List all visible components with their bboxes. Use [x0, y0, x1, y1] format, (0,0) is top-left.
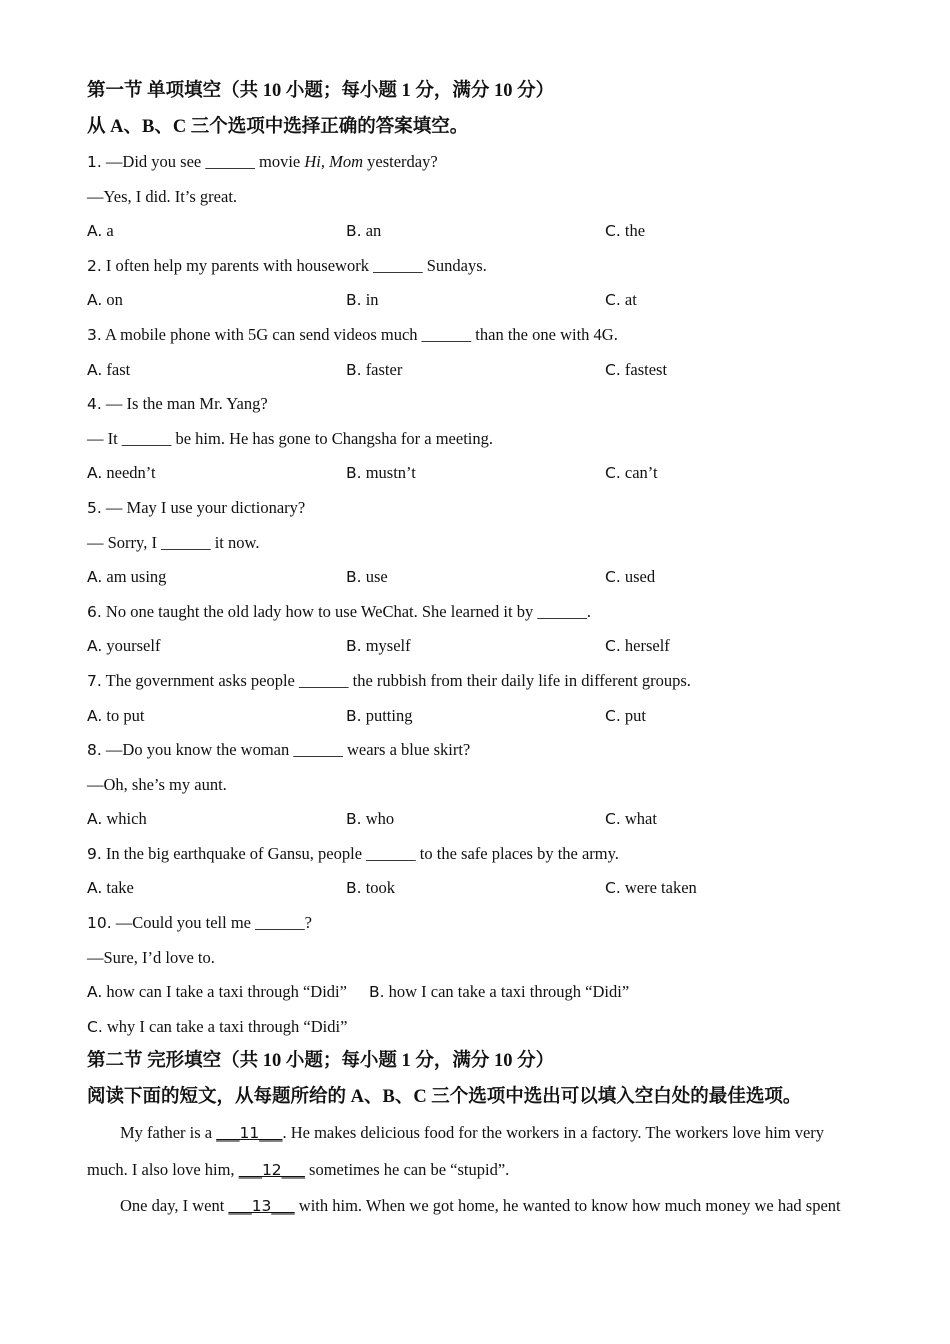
option-text: the: [624, 221, 646, 241]
option-a[interactable]: [87, 214, 346, 249]
option-text: at: [624, 290, 637, 310]
option-text: putting: [365, 705, 413, 725]
option-c[interactable]: [605, 353, 864, 388]
stem-text: —Did you see ______ movie: [105, 152, 305, 171]
option-label: B.: [346, 222, 362, 241]
option-c[interactable]: [605, 629, 864, 664]
passage-line-2: [87, 1152, 867, 1189]
question-4-reply: — It ______ be him. He has gone to Changsha for a meeting.: [87, 428, 493, 448]
question-number: 4.: [87, 395, 102, 414]
option-label: B.: [346, 464, 362, 483]
option-label: C.: [87, 1017, 103, 1036]
option-label: B.: [368, 983, 385, 1002]
option-text: how can I take a taxi through “Didi”: [106, 982, 347, 1002]
option-label: B.: [346, 360, 362, 379]
blank-12[interactable]: ___12___: [238, 1160, 305, 1179]
question-number: 8.: [87, 741, 102, 760]
option-text: what: [624, 809, 657, 829]
exam-page: [87, 74, 867, 1225]
question-4-options: [87, 456, 867, 491]
option-text: why I can take a taxi through “Didi”: [106, 1016, 348, 1036]
option-b[interactable]: [346, 871, 605, 906]
option-text: on: [106, 290, 123, 310]
passage-text: sometimes he can be “stupid”.: [304, 1159, 510, 1179]
question-number: 3.: [87, 325, 102, 344]
blank-11[interactable]: ___11___: [216, 1124, 283, 1143]
question-10-options-c: [87, 1010, 867, 1045]
movie-title: Hi, Mom: [304, 152, 364, 171]
question-number: 9.: [87, 844, 102, 863]
option-text: who: [365, 809, 395, 829]
option-text: myself: [365, 636, 411, 656]
question-5-options: [87, 560, 867, 595]
option-b[interactable]: [369, 975, 629, 1010]
option-text: put: [624, 705, 646, 725]
question-3-options: [87, 353, 867, 388]
option-label: A.: [87, 464, 103, 483]
option-text: mustn’t: [365, 463, 416, 483]
option-text: which: [106, 809, 147, 829]
option-text: fast: [106, 359, 131, 379]
option-label: B.: [346, 706, 362, 725]
question-4-stem: [87, 387, 867, 422]
option-a[interactable]: [87, 283, 346, 318]
option-b[interactable]: [346, 214, 605, 249]
option-label: C.: [605, 568, 621, 587]
option-a[interactable]: [87, 802, 346, 837]
option-label: B.: [346, 637, 362, 656]
option-text: needn’t: [106, 463, 156, 483]
option-label: A.: [87, 810, 103, 829]
question-10-stem: [87, 906, 867, 941]
option-label: A.: [87, 291, 103, 310]
section1-title: 第一节 单项填空（共 10 小题；每小题 1 分，满分 10 分）: [87, 81, 555, 101]
option-label: B.: [346, 879, 362, 898]
option-a[interactable]: [87, 975, 347, 1010]
stem-text: — May I use your dictionary?: [105, 497, 306, 517]
question-6-stem: [87, 595, 867, 630]
option-a[interactable]: [87, 353, 346, 388]
option-c[interactable]: [605, 871, 864, 906]
question-2-stem: [87, 249, 867, 284]
option-label: C.: [605, 706, 621, 725]
question-2-options: [87, 283, 867, 318]
stem-text: I often help my parents with housework ______ Sundays.: [105, 255, 487, 275]
passage-text: much. I also love him,: [87, 1159, 239, 1179]
option-c[interactable]: [605, 560, 864, 595]
option-a[interactable]: [87, 699, 346, 734]
question-6-options: [87, 629, 867, 664]
option-b[interactable]: [346, 353, 605, 388]
passage-line-1: [87, 1115, 867, 1152]
question-7-options: [87, 699, 867, 734]
option-text: can’t: [624, 463, 658, 483]
option-text: how I can take a taxi through “Didi”: [388, 982, 630, 1002]
question-number: 7.: [87, 671, 102, 690]
option-label: C.: [605, 464, 621, 483]
stem-text: A mobile phone with 5G can send videos much ______ than the one with 4G.: [105, 324, 618, 344]
option-b[interactable]: [346, 283, 605, 318]
option-label: A.: [87, 568, 103, 587]
option-label: C.: [605, 222, 621, 241]
option-c[interactable]: [605, 283, 864, 318]
passage-text: My father is a: [120, 1123, 217, 1143]
question-number: 10.: [87, 914, 112, 933]
question-5-stem: [87, 491, 867, 526]
option-label: A.: [87, 637, 103, 656]
option-label: C.: [605, 637, 621, 656]
option-label: A.: [87, 360, 103, 379]
option-label: C.: [605, 879, 621, 898]
option-b[interactable]: [346, 456, 605, 491]
option-b[interactable]: [346, 560, 605, 595]
stem-text: yesterday?: [363, 152, 438, 171]
question-number: 2.: [87, 256, 102, 275]
option-c[interactable]: [605, 802, 864, 837]
option-label: A.: [87, 706, 103, 725]
option-text: were taken: [624, 878, 697, 898]
option-b[interactable]: [346, 802, 605, 837]
question-8-reply: —Oh, she’s my aunt.: [87, 774, 227, 794]
option-text: faster: [365, 359, 403, 379]
option-text: use: [365, 567, 388, 587]
question-5-reply: — Sorry, I ______ it now.: [87, 532, 260, 552]
stem-text: — Is the man Mr. Yang?: [105, 394, 268, 414]
question-1-stem: [87, 145, 867, 180]
question-9-options: [87, 871, 867, 906]
option-label: A.: [87, 983, 103, 1002]
option-c[interactable]: [87, 1017, 347, 1036]
question-9-stem: [87, 837, 867, 872]
option-text: in: [365, 290, 379, 310]
option-c[interactable]: [605, 699, 864, 734]
option-label: C.: [605, 360, 621, 379]
option-label: B.: [346, 810, 362, 829]
question-number: 5.: [87, 498, 102, 517]
option-text: herself: [624, 636, 670, 656]
option-label: C.: [605, 291, 621, 310]
option-text: am using: [106, 567, 167, 587]
option-text: fastest: [624, 359, 668, 379]
question-number: 6.: [87, 602, 102, 621]
question-3-stem: [87, 318, 867, 353]
passage-text: with him. When we got home, he wanted to know how much money we had spent: [294, 1196, 841, 1216]
option-text: to put: [106, 705, 145, 725]
option-label: A.: [87, 879, 103, 898]
option-c[interactable]: [605, 456, 864, 491]
section1-instruction: 从 A、B、C 三个选项中选择正确的答案填空。: [87, 116, 469, 137]
option-a[interactable]: [87, 456, 346, 491]
option-a[interactable]: [87, 629, 346, 664]
option-b[interactable]: [346, 629, 605, 664]
question-1-reply: —Yes, I did. It’s great.: [87, 186, 238, 206]
option-text: took: [365, 878, 396, 898]
section2-title: 第二节 完形填空（共 10 小题；每小题 1 分，满分 10 分）: [87, 1051, 555, 1072]
option-label: B.: [346, 291, 362, 310]
stem-text: No one taught the old lady how to use WeChat. She learned it by ______.: [105, 601, 591, 621]
passage-line-3: [87, 1188, 867, 1225]
option-text: a: [106, 221, 114, 241]
section2-instruction: 阅读下面的短文，从每题所给的 A、B、C 三个选项中选出可以填入空白处的最佳选项。: [87, 1086, 802, 1107]
passage-text: . He makes delicious food for the workers in a factory. The workers love him very: [282, 1123, 825, 1143]
option-label: A.: [87, 222, 103, 241]
question-8-stem: [87, 733, 867, 768]
stem-text: —Could you tell me ______?: [115, 913, 312, 933]
option-a[interactable]: [87, 560, 346, 595]
option-c[interactable]: [605, 214, 864, 249]
question-7-stem: [87, 664, 867, 699]
stem-text: The government asks people ______ the rubbish from their daily life in different groups.: [105, 670, 691, 690]
question-1-options: [87, 214, 867, 249]
option-text: take: [106, 878, 134, 898]
option-text: yourself: [106, 636, 161, 656]
stem-text: In the big earthquake of Gansu, people ______ to the safe places by the army.: [105, 843, 619, 863]
stem-text: —Do you know the woman ______ wears a blue skirt?: [105, 740, 471, 760]
blank-13[interactable]: ___13___: [228, 1197, 295, 1216]
passage-text: One day, I went: [120, 1196, 229, 1216]
option-label: C.: [605, 810, 621, 829]
question-10-options-ab: [87, 975, 867, 1010]
question-10-reply: —Sure, I’d love to.: [87, 947, 215, 967]
question-8-options: [87, 802, 867, 837]
option-a[interactable]: [87, 871, 346, 906]
option-text: used: [624, 567, 656, 587]
option-b[interactable]: [346, 699, 605, 734]
question-number: 1.: [87, 153, 102, 171]
option-label: B.: [346, 568, 362, 587]
option-text: an: [365, 221, 382, 241]
